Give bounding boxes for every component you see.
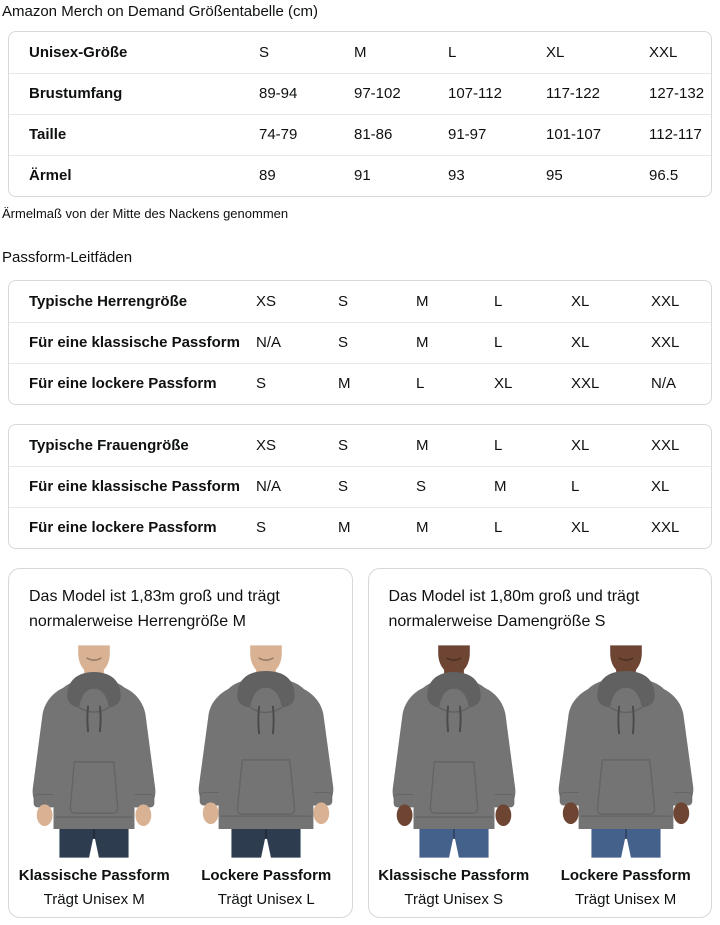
size-caption: Trägt Unisex M bbox=[43, 891, 145, 908]
cell-value: S bbox=[256, 363, 338, 404]
fit-table-header-label: Typische Herrengröße bbox=[29, 292, 188, 310]
model-description bbox=[9, 569, 352, 634]
cell-value: M bbox=[338, 363, 416, 404]
cell-value: S bbox=[256, 507, 338, 548]
model-figures bbox=[9, 645, 352, 909]
column-header: S bbox=[338, 292, 349, 310]
table-row-loose-fit bbox=[9, 363, 711, 404]
model-photo-loose-fit bbox=[187, 645, 345, 858]
cell-value: L bbox=[571, 466, 651, 507]
size-caption: Trägt Unisex M bbox=[575, 891, 677, 908]
model-photo-classic-fit bbox=[15, 645, 173, 858]
fit-label: Klassische Passform bbox=[378, 867, 530, 884]
model-card-women bbox=[368, 568, 713, 918]
cell-value: XXL bbox=[651, 322, 711, 363]
model-figure-classic bbox=[11, 645, 177, 909]
size-table-header-label: Unisex-Größe bbox=[29, 43, 128, 61]
fit-table-women-header-row bbox=[9, 425, 711, 466]
model-figure-loose bbox=[183, 645, 349, 909]
cell-value: 89 bbox=[259, 155, 354, 196]
cell-value: L bbox=[416, 363, 494, 404]
column-header: M bbox=[416, 436, 429, 454]
column-header: S bbox=[259, 43, 270, 61]
row-label: Ärmel bbox=[9, 155, 259, 196]
cell-value: 81-86 bbox=[354, 114, 448, 155]
cell-value: 91-97 bbox=[448, 114, 546, 155]
cell-value: M bbox=[416, 507, 494, 548]
model-photo-classic-fit bbox=[375, 645, 533, 858]
fit-table-men bbox=[8, 280, 712, 405]
cell-value: XL bbox=[494, 363, 571, 404]
row-label: Für eine klassische Passform bbox=[9, 322, 256, 363]
cell-value: M bbox=[338, 507, 416, 548]
column-header: M bbox=[354, 43, 367, 61]
cell-value: XXL bbox=[571, 363, 651, 404]
fit-table-men-grid bbox=[9, 281, 711, 404]
cell-value: 96.5 bbox=[649, 155, 711, 196]
cell-value: 112-117 bbox=[649, 114, 711, 155]
cell-value: 97-102 bbox=[354, 73, 448, 114]
table-row-loose-fit bbox=[9, 507, 711, 548]
model-cards-row bbox=[8, 568, 712, 918]
table-row-classic-fit bbox=[9, 322, 711, 363]
table-row-aermel bbox=[9, 155, 711, 196]
cell-value: XXL bbox=[651, 507, 711, 548]
cell-value: 101-107 bbox=[546, 114, 649, 155]
model-photo-loose-fit bbox=[547, 645, 705, 858]
model-description-line1: Das Model ist 1,80m groß und trägt bbox=[388, 588, 640, 605]
cell-value: XL bbox=[571, 507, 651, 548]
table-row-brustumfang bbox=[9, 73, 711, 114]
column-header: XXL bbox=[651, 292, 680, 310]
column-header: XS bbox=[256, 292, 277, 310]
column-header: XXL bbox=[651, 436, 680, 454]
model-description-line1: Das Model ist 1,83m groß und trägt bbox=[29, 588, 280, 605]
row-label: Für eine lockere Passform bbox=[9, 507, 256, 548]
cell-value: XL bbox=[571, 322, 651, 363]
row-label: Taille bbox=[9, 114, 259, 155]
cell-value: N/A bbox=[256, 466, 338, 507]
model-card-men bbox=[8, 568, 353, 918]
cell-value: 127-132 bbox=[649, 73, 711, 114]
column-header: S bbox=[338, 436, 349, 454]
cell-value: M bbox=[416, 322, 494, 363]
column-header: L bbox=[494, 436, 503, 454]
column-header: XL bbox=[571, 292, 590, 310]
cell-value: N/A bbox=[651, 363, 711, 404]
cell-value: 117-122 bbox=[546, 73, 649, 114]
cell-value: L bbox=[494, 322, 571, 363]
column-header: XS bbox=[256, 436, 277, 454]
fit-label: Lockere Passform bbox=[201, 867, 332, 884]
cell-value: S bbox=[416, 466, 494, 507]
fit-guides-heading: Passform-Leitfäden bbox=[2, 249, 133, 266]
fit-table-men-header-row bbox=[9, 281, 711, 322]
fit-table-women-grid bbox=[9, 425, 711, 548]
page-title: Amazon Merch on Demand Größentabelle (cm) bbox=[2, 3, 318, 20]
fit-label: Lockere Passform bbox=[560, 867, 691, 884]
column-header: XXL bbox=[649, 43, 678, 61]
table-row-classic-fit bbox=[9, 466, 711, 507]
size-caption: Trägt Unisex L bbox=[217, 891, 315, 908]
cell-value: N/A bbox=[256, 322, 338, 363]
cell-value: 91 bbox=[354, 155, 448, 196]
cell-value: 74-79 bbox=[259, 114, 354, 155]
table-row-taille bbox=[9, 114, 711, 155]
cell-value: 89-94 bbox=[259, 73, 354, 114]
size-caption: Trägt Unisex S bbox=[404, 891, 504, 908]
cell-value: XL bbox=[651, 466, 711, 507]
fit-table-header-label: Typische Frauengröße bbox=[29, 436, 189, 454]
size-table bbox=[8, 31, 712, 197]
cell-value: 107-112 bbox=[448, 73, 546, 114]
measurement-note: Ärmelmaß von der Mitte des Nackens genommen bbox=[2, 206, 289, 221]
column-header: XL bbox=[571, 436, 590, 454]
cell-value: 95 bbox=[546, 155, 649, 196]
column-header: XL bbox=[546, 43, 565, 61]
model-description-line2: normalerweise Herrengröße M bbox=[29, 613, 246, 630]
model-description-line2: normalerweise Damengröße S bbox=[388, 613, 606, 630]
model-figure-classic bbox=[371, 645, 537, 909]
cell-value: M bbox=[494, 466, 571, 507]
fit-label: Klassische Passform bbox=[18, 867, 170, 884]
size-table-header-row bbox=[9, 32, 711, 73]
column-header: M bbox=[416, 292, 429, 310]
model-figure-loose bbox=[543, 645, 709, 909]
cell-value: L bbox=[494, 507, 571, 548]
column-header: L bbox=[448, 43, 457, 61]
column-header: L bbox=[494, 292, 503, 310]
model-description bbox=[369, 569, 712, 634]
fit-table-women bbox=[8, 424, 712, 549]
size-table-grid bbox=[9, 32, 711, 196]
row-label: Für eine lockere Passform bbox=[9, 363, 256, 404]
cell-value: S bbox=[338, 466, 416, 507]
model-figures bbox=[369, 645, 712, 909]
row-label: Brustumfang bbox=[9, 73, 259, 114]
cell-value: 93 bbox=[448, 155, 546, 196]
cell-value: S bbox=[338, 322, 416, 363]
row-label: Für eine klassische Passform bbox=[9, 466, 256, 507]
